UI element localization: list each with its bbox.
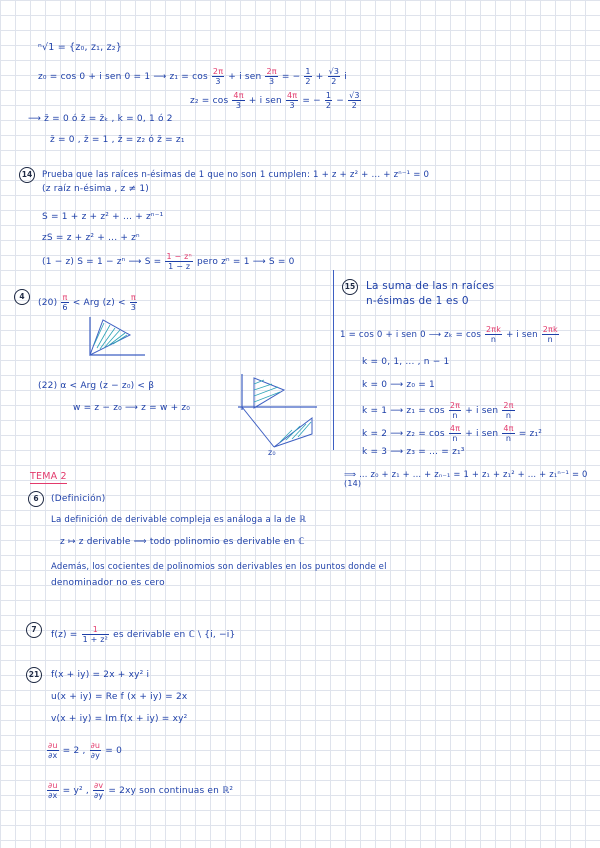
k0-case: k = 0 ⟶ z₀ = 1 <box>362 380 435 390</box>
z0-definition <box>38 67 347 86</box>
z0-point-label: z₀ <box>268 448 276 457</box>
problem-15-title-2: n-ésimas de 1 es 0 <box>366 295 469 307</box>
item-20: (20) <box>38 298 58 308</box>
sum-result <box>42 252 295 271</box>
problem-15-title-1: La suma de las n raíces <box>366 280 495 292</box>
sum-conclusion: pero zⁿ = 1 ⟶ S = 0 <box>197 257 295 267</box>
fraction-2pi-n-b: $\frac{2\pi}{n}$ <box>503 401 514 420</box>
z1-text: ⟶ z₁ = cos <box>153 72 208 82</box>
definition-line-1: La definición de derivable compleja es análoga a la de ℝ <box>51 515 306 525</box>
problem-14-condition: (z raíz n-ésima , z ≠ 1) <box>42 184 149 194</box>
i-sen-text: + i sen <box>228 72 262 82</box>
problem-number-4: 4 <box>14 289 30 305</box>
root-formula-isen: + i sen <box>506 330 538 340</box>
partials-u <box>46 741 122 760</box>
fraction-pi-6: $\frac{\pi}{6}$ <box>62 293 68 312</box>
dv-dy-value: = 2xy son continuas en ℝ² <box>108 786 234 796</box>
k1-case <box>362 401 516 420</box>
minus-sign: − <box>336 96 345 106</box>
problem-number-14: 14 <box>19 167 35 183</box>
definition-line-2: z ↦ z derivable ⟹ todo polinomio es derivable en ℂ <box>60 537 305 547</box>
root-formula-text: 1 = cos 0 + i sen 0 ⟶ zₖ = cos <box>340 330 482 340</box>
problem-number-15: 15 <box>342 279 358 295</box>
fraction-1-1z2: $\frac{1}{\text{1 + z²}}$ <box>82 625 109 644</box>
problem-7-statement <box>51 625 235 644</box>
du-dx-value: = 2 , <box>62 746 86 756</box>
k2-case <box>362 424 542 443</box>
problem-7-domain: es derivable en ℂ \ {i, −i} <box>113 630 236 640</box>
fraction-4pi-n: $\frac{4\pi}{n}$ <box>449 424 461 443</box>
i-sen-text-2: + i sen <box>248 96 282 106</box>
function-f-xy: f(x + iy) = 2x + xy² i <box>51 670 150 680</box>
fraction-4pi-n-b: $\frac{4\pi}{n}$ <box>503 424 514 443</box>
reference-14: (14) <box>344 479 362 488</box>
imag-unit: i <box>344 72 347 82</box>
function-f: f(z) = <box>51 630 78 640</box>
fraction-sqrt3-2b: $\frac{√3}{2}$ <box>349 91 360 110</box>
sum-result-text: (1 − z) S = 1 − zⁿ ⟶ S = <box>42 257 162 267</box>
k1-isen: + i sen <box>465 406 499 416</box>
fraction-2pik-n: $\frac{2\pi k}{n}$ <box>486 325 502 344</box>
fraction-du-dx: $\frac{\partial u}{\partial x}$ <box>48 741 58 760</box>
fraction-4pi-3b: $\frac{4\pi}{3}$ <box>286 91 298 110</box>
k2-isen: + i sen <box>465 429 499 439</box>
fraction-2pik-n-b: $\frac{2\pi k}{n}$ <box>542 325 558 344</box>
k1-text: k = 1 ⟶ z₁ = cos <box>362 406 445 416</box>
k2-result: = z₁² <box>518 429 543 439</box>
fraction-1-2: $\frac{1}{2}$ <box>305 67 311 86</box>
equals-minus-2: = − <box>302 96 321 106</box>
conjugate-condition: ⟶ z̄ = 0 ó z̄ = z̄ₖ , k = 0, 1 ó 2 <box>28 114 173 124</box>
fraction-2pi-3: $\frac{2\pi}{3}$ <box>212 67 224 86</box>
function-v: v(x + iy) = Im f(x + iy) = xy² <box>51 714 188 724</box>
sum-roots-conclusion <box>344 468 588 480</box>
definition-line-4: denominador no es cero <box>51 578 165 588</box>
z0-text: z₀ = cos 0 + i sen 0 = 1 <box>38 72 151 82</box>
k3-case: k = 3 ⟶ z₃ = ... = z₁³ <box>362 447 465 457</box>
du-dy-value: = 0 <box>105 746 122 756</box>
sum-roots-text: ⟹ ... z₀ + z₁ + ... + zₙ₋₁ = 1 + z₁ + z₁² + ... + z₁ⁿ⁻¹ = 0 <box>344 469 588 479</box>
problem-number-21: 21 <box>26 667 42 683</box>
k2-text: k = 2 ⟶ z₂ = cos <box>362 429 445 439</box>
problem-4-22: (22) α < Arg (z − z₀) < β <box>38 381 155 391</box>
shift-vector <box>242 407 274 447</box>
arg-inequality: < Arg (z) < <box>72 298 126 308</box>
fraction-dv-dy: $\frac{\partial v}{\partial y}$ <box>94 781 104 800</box>
fraction-4pi-3: $\frac{4\pi}{3}$ <box>233 91 244 110</box>
conjugate-solutions: z̄ = 0 , z̄ = 1 , z̄ = z₂ ó z̄ = z₁ <box>50 135 185 145</box>
definition-line-3: Además, los cocientes de polinomios son derivables en los puntos donde el <box>51 562 387 572</box>
fraction-2pi-n: $\frac{2\pi}{n}$ <box>449 401 461 420</box>
root-formula <box>340 325 560 344</box>
fraction-2pi-3b: $\frac{2\pi}{3}$ <box>266 67 277 86</box>
sum-zs: zS = z + z² + ... + zⁿ <box>42 233 140 243</box>
problem-4-22-substitution: w = z − z₀ ⟶ z = w + z₀ <box>73 403 191 413</box>
sector-diagram-2 <box>232 372 322 457</box>
fraction-sqrt3-2: $\frac{√3}{2}$ <box>328 67 340 86</box>
roots-of-unity-set: ⁿ√1 = {z₀, z₁, z₂} <box>38 42 123 53</box>
plus-sign: + <box>315 72 324 82</box>
fraction-s: $\frac{\text{1 − zⁿ}}{1 - z}$ <box>166 252 192 271</box>
definition-heading: (Definición) <box>51 494 106 504</box>
section-heading-tema-2: TEMA 2 <box>30 471 67 482</box>
fraction-du-dy-2: $\frac{\partial u}{\partial x}$ <box>48 781 58 800</box>
dv-dx-value: = y² , <box>62 786 89 796</box>
fraction-du-dy: $\frac{\partial u}{\partial y}$ <box>90 741 101 760</box>
problem-14-statement: Prueba que las raíces n-ésimas de 1 que no son 1 cumplen: 1 + z + z² + ... + zⁿ⁻¹ = 0 <box>42 170 430 180</box>
sector-diagram-1 <box>70 315 150 360</box>
problem-number-6: 6 <box>28 491 44 507</box>
z2-definition <box>190 91 362 110</box>
z2-text: z₂ = cos <box>190 96 229 106</box>
fraction-pi-3: $\frac{\pi}{3}$ <box>130 293 137 312</box>
sum-s: S = 1 + z + z² + ... + zⁿ⁻¹ <box>42 212 164 222</box>
column-divider <box>333 270 334 450</box>
fraction-1-2b: $\frac{1}{2}$ <box>325 91 332 110</box>
k-range: k = 0, 1, ... , n − 1 <box>362 357 450 367</box>
problem-number-7: 7 <box>26 622 42 638</box>
equals-minus: = − <box>281 72 301 82</box>
partials-v <box>46 781 233 800</box>
problem-4-20 <box>38 293 138 312</box>
function-u: u(x + iy) = Re f (x + iy) = 2x <box>51 692 188 702</box>
